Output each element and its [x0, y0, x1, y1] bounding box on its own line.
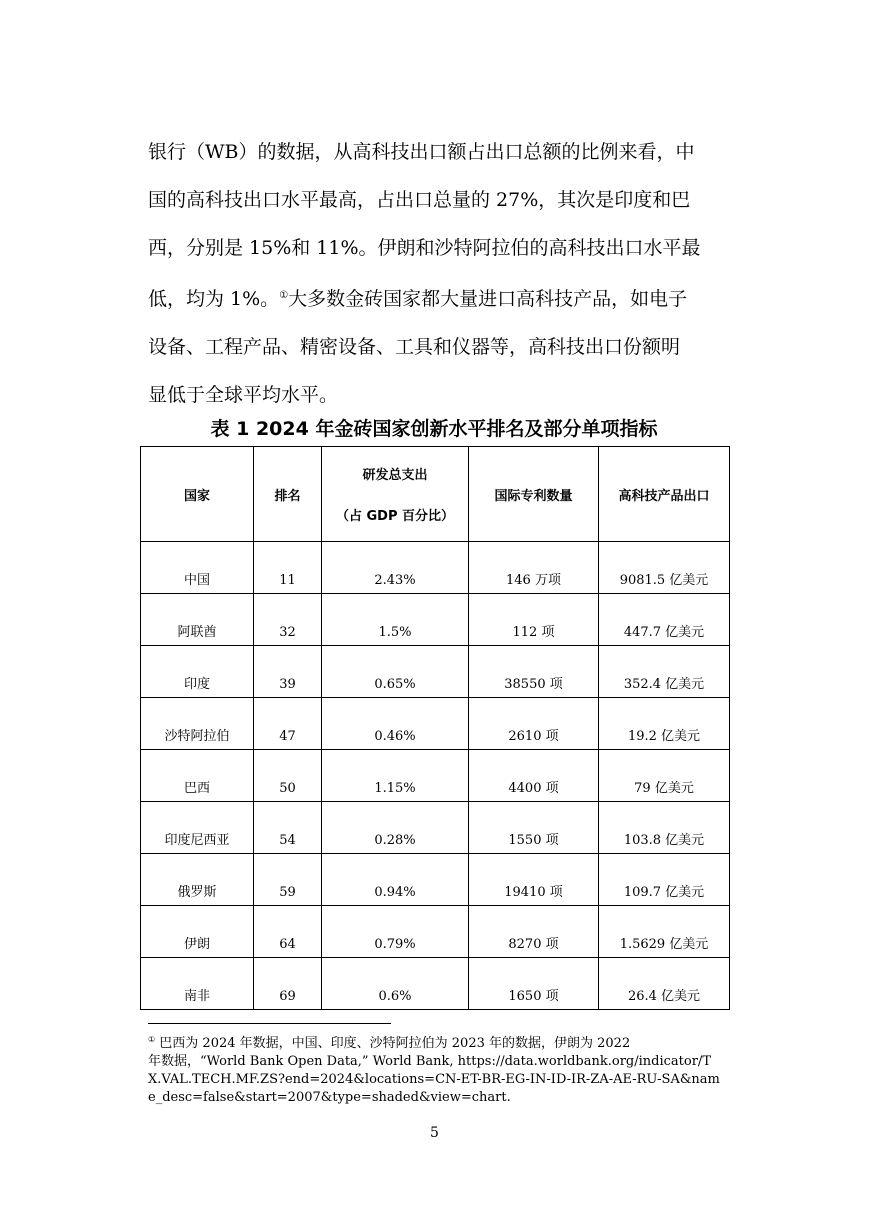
cell-country: 沙特阿拉伯: [141, 698, 254, 750]
table-row: [141, 646, 730, 698]
paragraph-line: 显低于全球平均水平。: [148, 384, 339, 406]
cell-rd: 0.79%: [322, 906, 469, 958]
table-row: [141, 802, 730, 854]
cell-rd: 1.15%: [322, 750, 469, 802]
header-rd-line1: 研发总支出: [362, 468, 428, 483]
cell-hightech: 19.2 亿美元: [599, 698, 730, 750]
cell-country: 俄罗斯: [141, 854, 254, 906]
cell-country: 巴西: [141, 750, 254, 802]
paragraph-line: [148, 272, 723, 323]
cell-patents: 2610 项: [469, 698, 599, 750]
cell-rd: 0.46%: [322, 698, 469, 750]
table-row: [141, 750, 730, 802]
paragraph-text: 低，均为 1%。: [148, 288, 280, 310]
cell-country: 伊朗: [141, 906, 254, 958]
cell-patents: 1650 项: [469, 958, 599, 1010]
cell-rd: 0.28%: [322, 802, 469, 854]
header-rank: 排名: [254, 447, 322, 542]
cell-rank: 50: [254, 750, 322, 802]
header-patents: 国际专利数量: [469, 447, 599, 542]
table-row: [141, 698, 730, 750]
cell-rd: 0.94%: [322, 854, 469, 906]
paragraph-line: 西，分别是 15%和 11%。伊朗和沙特阿拉伯的高科技出口水平最: [148, 237, 701, 259]
footnote-text: 巴西为 2024 年数据，中国、印度、沙特阿拉伯为 2023 年的数据，伊朗为 2022: [155, 1036, 631, 1051]
footnote-line: 年数据，“World Bank Open Data,” World Bank, https://data.worldbank.org/indicator/T: [148, 1054, 711, 1069]
footnote-divider: [148, 1023, 391, 1024]
cell-patents: 1550 项: [469, 802, 599, 854]
cell-hightech: 109.7 亿美元: [599, 854, 730, 906]
page-number: 5: [430, 1125, 439, 1141]
cell-rank: 64: [254, 906, 322, 958]
header-country: 国家: [141, 447, 254, 542]
header-rd-line2: （占 GDP 百分比）: [335, 509, 455, 524]
cell-patents: 4400 项: [469, 750, 599, 802]
paragraph-line: 银行（WB）的数据，从高科技出口额占出口总额的比例来看，中: [148, 141, 695, 163]
cell-rd: 2.43%: [322, 542, 469, 594]
footnote-line: [148, 1031, 723, 1053]
paragraph-line: 国的高科技出口水平最高，占出口总量的 27%，其次是印度和巴: [148, 189, 691, 211]
table-body: [141, 542, 730, 1010]
header-rd-expenditure: [322, 447, 469, 542]
cell-rank: 47: [254, 698, 322, 750]
cell-rd: 0.6%: [322, 958, 469, 1010]
cell-hightech: 9081.5 亿美元: [599, 542, 730, 594]
paragraph-text: 大多数金砖国家都大量进口高科技产品，如电子: [288, 288, 688, 310]
table-row: [141, 594, 730, 646]
table-title: 表 1 2024 年金砖国家创新水平排名及部分单项指标: [210, 418, 658, 440]
cell-patents: 19410 项: [469, 854, 599, 906]
cell-rd: 1.5%: [322, 594, 469, 646]
cell-country: 印度: [141, 646, 254, 698]
table-row: [141, 958, 730, 1010]
innovation-table: [140, 446, 730, 1010]
cell-rank: 11: [254, 542, 322, 594]
cell-rank: 39: [254, 646, 322, 698]
cell-patents: 8270 项: [469, 906, 599, 958]
cell-hightech: 103.8 亿美元: [599, 802, 730, 854]
cell-hightech: 79 亿美元: [599, 750, 730, 802]
footnote-reference[interactable]: ①: [279, 290, 289, 301]
body-paragraph: [148, 128, 723, 419]
header-hightech-exports: 高科技产品出口: [599, 447, 730, 542]
cell-rank: 59: [254, 854, 322, 906]
cell-country: 阿联酋: [141, 594, 254, 646]
cell-patents: 146 万项: [469, 542, 599, 594]
cell-patents: 112 项: [469, 594, 599, 646]
table-row: [141, 906, 730, 958]
cell-hightech: 352.4 亿美元: [599, 646, 730, 698]
table-header-row: [141, 447, 730, 542]
table-row: [141, 854, 730, 906]
cell-hightech: 1.5629 亿美元: [599, 906, 730, 958]
cell-country: 印度尼西亚: [141, 802, 254, 854]
cell-rd: 0.65%: [322, 646, 469, 698]
cell-country: 中国: [141, 542, 254, 594]
footnote-line: X.VAL.TECH.MF.ZS?end=2024&locations=CN-ET-BR-EG-IN-ID-IR-ZA-AE-RU-SA&nam: [148, 1072, 720, 1087]
footnote-marker: ①: [148, 1035, 156, 1044]
footnote-line: e_desc=false&start=2007&type=shaded&view=chart.: [148, 1090, 511, 1105]
cell-country: 南非: [141, 958, 254, 1010]
cell-rank: 54: [254, 802, 322, 854]
cell-hightech: 447.7 亿美元: [599, 594, 730, 646]
footnote: [148, 1031, 723, 1107]
cell-patents: 38550 项: [469, 646, 599, 698]
cell-hightech: 26.4 亿美元: [599, 958, 730, 1010]
cell-rank: 69: [254, 958, 322, 1010]
paragraph-line: 设备、工程产品、精密设备、工具和仪器等，高科技出口份额明: [148, 336, 681, 358]
table-row: [141, 542, 730, 594]
cell-rank: 32: [254, 594, 322, 646]
